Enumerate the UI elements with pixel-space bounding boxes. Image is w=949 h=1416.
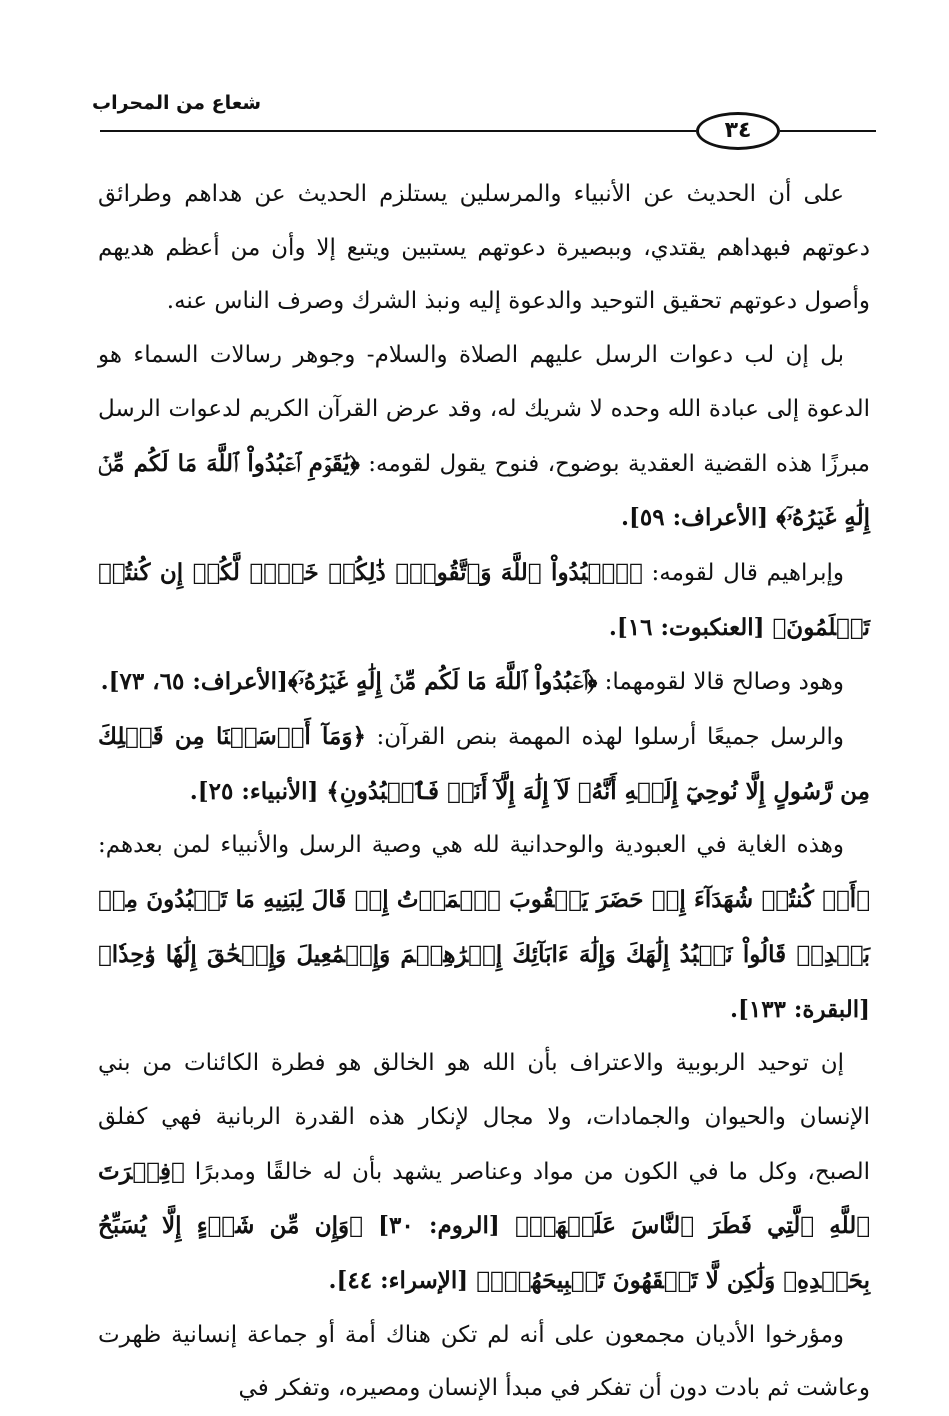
body-text (98, 168, 870, 1416)
quran-verse: ﴿يَٰقَوۡمِ ٱعۡبُدُواْ ٱللَّهَ مَا لَكُم مِّنۡ إِلَٰهٍ غَيۡرُهُۥٓ﴾ (98, 449, 870, 532)
paragraph-2-text: بل إن لب دعوات الرسل عليهم الصلاة والسلام- وجوهر رسالات السماء هو الدعوة إلى عبادة الله وحده لا شريك له، وقد عرض القرآن الكريم لدعوات الرسل مبرزًا هذه القضية العقدية بوضوح، فنوح يقول لقومه: (98, 342, 870, 477)
paragraph-5 (98, 710, 870, 819)
paragraph-1 (98, 168, 870, 329)
quran-verse: ﴿فِطۡرَتَ ٱللَّهِ ٱلَّتِي فَطَرَ ٱلنَّاسَ عَلَيۡهَاۚ﴾ (98, 1157, 871, 1240)
paragraph-3-text: وإبراهيم قال لقومه: (642, 559, 844, 586)
paragraph-6-text: وهذه الغاية في العبودية والوحدانية لله هي وصية الرسل والأنبياء لمن بعدهم: (98, 832, 844, 859)
verse-reference: [الأعراف: ٦٥، ٧٣]. (100, 668, 288, 696)
quran-verse: ﴿ٱعۡبُدُواْ ٱللَّهَ وَٱتَّقُوهُۖ ذَٰلِكُمۡ خَيۡرٞ لَّكُمۡ إِن كُنتُمۡ تَعۡلَمُونَ﴾ (98, 558, 870, 641)
verse-reference: [البقرة: ١٣٣]. (729, 995, 870, 1023)
quran-verse: ﴿وَمَآ أَرۡسَلۡنَا مِن قَبۡلِكَ مِن رَّسُولٍ إِلَّا نُوحِيٓ إِلَيۡهِ أَنَّهُۥ لَآ إِلَٰهَ إِلَّآ أَنَا۠ فَٱعۡبُدُونِ﴾ (98, 723, 870, 805)
paragraph-8 (98, 1309, 870, 1416)
verse-reference: [الأنبياء: ٢٥]. (189, 777, 327, 805)
paragraph-8-text: ومؤرخوا الأديان مجمعون على أنه لم تكن هناك أمة أو جماعة إنسانية ظهرت وعاشت ثم بادت دون أن تفكر في مبدأ الإنسان ومصيره، وتفكر في (98, 1321, 870, 1402)
paragraph-3 (98, 546, 870, 655)
quran-verse: ﴿أَمۡ كُنتُمۡ شُهَدَآءَ إِذۡ حَضَرَ يَعۡقُوبَ ٱلۡمَوۡتُ إِذۡ قَالَ لِبَنِيهِ مَا تَعۡبُدُونَ مِنۢ بَعۡدِيۖ قَالُواْ نَعۡبُدُ إِلَٰهَكَ وَإِلَٰهَ ءَابَآئِكَ إِبۡرَٰهِـۧمَ وَإِسۡمَٰعِيلَ وَإِسۡحَٰقَ إِلَٰهٗا وَٰحِدٗا﴾ (98, 886, 870, 968)
paragraph-4 (98, 655, 870, 710)
page-number: ٣٤ (696, 112, 780, 150)
quran-verse-second: ﴿وَإِن مِّن شَيۡءٍ إِلَّا يُسَبِّحُ بِحَمۡدِهِۦ وَلَٰكِن لَّا تَفۡقَهُونَ تَسۡبِيحَهُمۡۚ﴾ (98, 1212, 870, 1295)
paragraph-1-text: على أن الحديث عن الأنبياء والمرسلين يستلزم الحديث عن هداهم وطرائق دعوتهم فبهداهم يقتدي، وببصيرة دعوتهم يستبين ويتبع إلا وأن من أعظم هديهم وأصول دعوتهم تحقيق التوحيد والدعوة إليه ونبذ الشرك وصرف الناس عنه. (98, 181, 870, 315)
paragraph-5-text: والرسل جميعًا أرسلوا لهذه المهمة بنص القرآن: (365, 724, 844, 751)
paragraph-7 (98, 1037, 870, 1309)
verse-reference-second: [الإسراء: ٤٤]. (328, 1267, 477, 1295)
header-rule-left (100, 130, 696, 132)
verse-reference: [الأعراف: ٥٩]. (621, 504, 777, 532)
paragraph-6 (98, 819, 870, 1037)
running-title: شعاع من المحراب (92, 92, 262, 114)
verse-reference: [العنكبوت: ١٦]. (608, 613, 773, 641)
paragraph-4-text: وهود وصالح قالا لقومهما: (597, 669, 844, 696)
verse-reference: [الروم: ٣٠] (362, 1212, 516, 1240)
quran-verse: ﴿ٱعۡبُدُواْ ٱللَّهَ مَا لَكُم مِّنۡ إِلَٰهٍ غَيۡرُهُۥٓ﴾ (287, 668, 598, 696)
header-rule-right (780, 130, 876, 132)
paragraph-2 (98, 329, 870, 546)
paragraph-7-text: إن توحيد الربوبية والاعتراف بأن الله هو الخالق هو فطرة الكائنات من بني الإنسان والحيوان والجمادات، ولا مجال لإنكار هذه القدرة الربانية فهي كفلق الصبح، وكل ما في الكون من مواد وعناصر يشهد بأن له خالقًا ومدبرًا (98, 1050, 870, 1185)
